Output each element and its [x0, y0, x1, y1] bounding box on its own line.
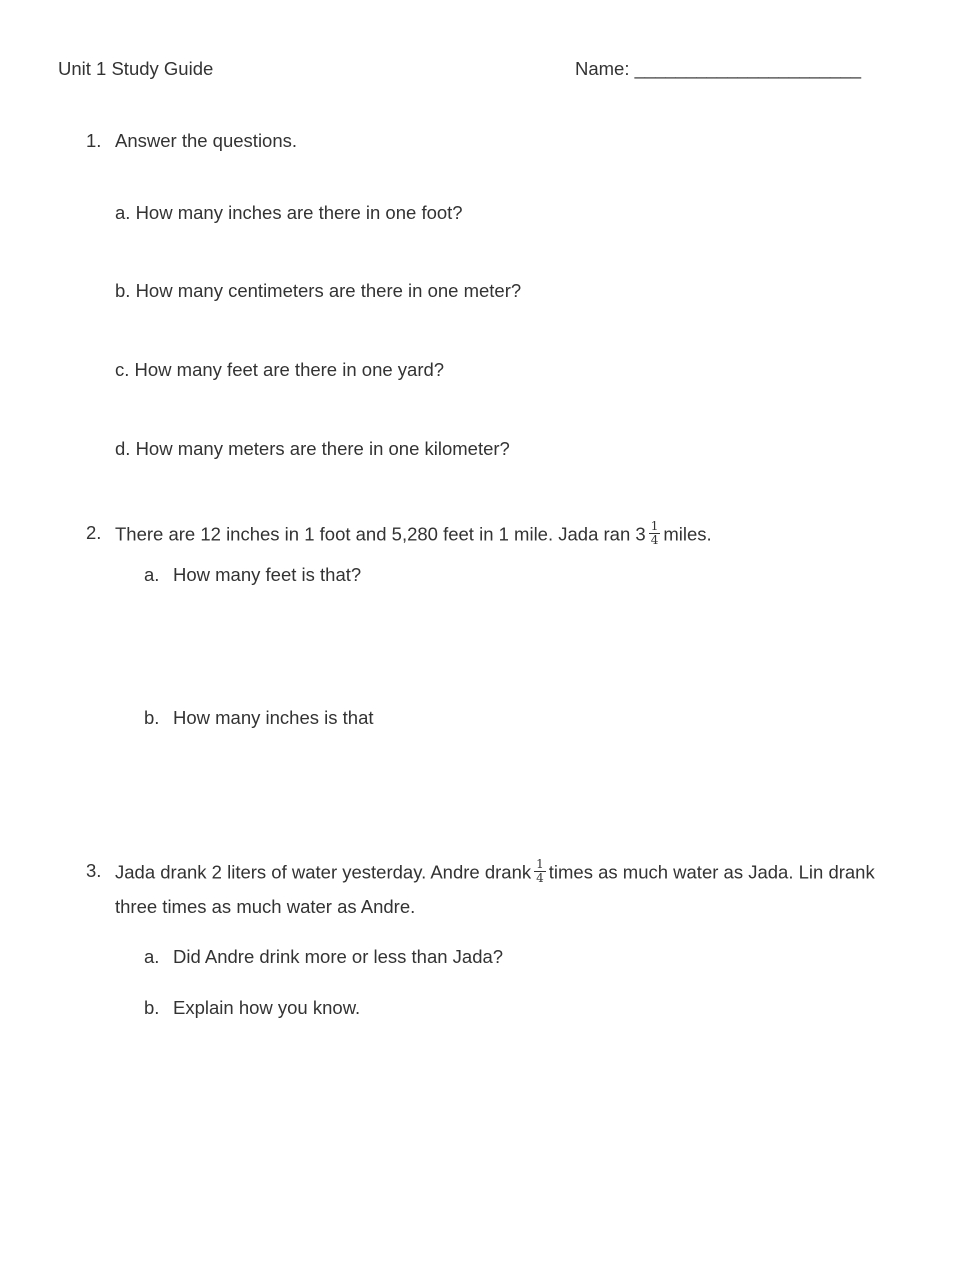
prompt-text: times as much water as Jada. Lin drank — [548, 861, 875, 883]
question-part: a. How many inches are there in one foot? — [115, 202, 463, 223]
fraction-denominator: 4 — [650, 533, 659, 547]
part-letter: b. — [144, 707, 160, 728]
question-part: How many inches is that — [173, 707, 374, 728]
page-title: Unit 1 Study Guide — [58, 58, 214, 79]
part-letter: a. — [144, 564, 160, 585]
question-part: Explain how you know. — [173, 997, 361, 1018]
question-part: b. How many centimeters are there in one meter? — [115, 280, 522, 301]
fraction — [534, 858, 546, 885]
question-number: 2. — [86, 522, 102, 543]
question-part: c. How many feet are there in one yard? — [115, 359, 445, 380]
question-prompt — [115, 519, 712, 549]
fraction-numerator: 1 — [536, 857, 544, 871]
prompt-text: Jada drank 2 liters of water yesterday. Andre drank — [115, 861, 532, 883]
fraction-denominator: 4 — [536, 871, 544, 885]
part-letter: b. — [144, 997, 160, 1018]
question-number: 1. — [86, 130, 102, 151]
name-blank[interactable]: ______________________ — [634, 58, 861, 79]
question-prompt — [115, 857, 875, 887]
question-number: 3. — [86, 860, 102, 881]
question-part: How many feet is that? — [173, 564, 362, 585]
question-part: Did Andre drink more or less than Jada? — [173, 946, 504, 967]
question-prompt: Answer the questions. — [115, 130, 298, 151]
name-field[interactable] — [575, 58, 861, 80]
fraction — [649, 520, 661, 547]
prompt-text: There are 12 inches in 1 foot and 5,280 feet in 1 mile. Jada ran 3 — [115, 523, 646, 545]
part-letter: a. — [144, 946, 160, 967]
fraction-numerator: 1 — [650, 519, 659, 533]
name-label: Name: — [575, 58, 630, 79]
prompt-text: miles. — [663, 523, 712, 545]
question-part: d. How many meters are there in one kilometer? — [115, 438, 510, 459]
question-prompt-line2: three times as much water as Andre. — [115, 896, 416, 917]
